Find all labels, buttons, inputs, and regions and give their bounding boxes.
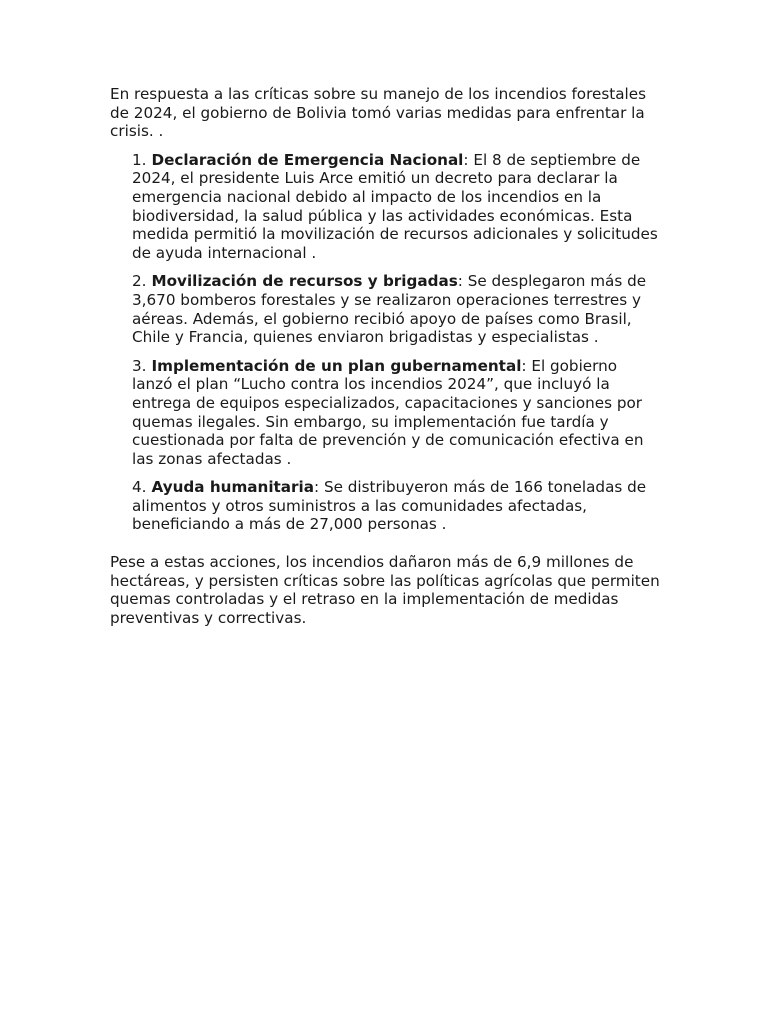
list-text: : Se distribuyeron más de 166 toneladas de alimentos y otros suministros a las comunidades afectadas, beneficiando a más de 27,000 personas .: [132, 478, 647, 534]
list-item: [132, 272, 662, 346]
list-item: [132, 357, 662, 469]
closing-paragraph: Pese a estas acciones, los incendios dañaron más de 6,9 millones de hectáreas, y persisten críticas sobre las políticas agrícolas que permiten quemas controladas y el retraso en la implementación de medidas preventivas y correctivas.: [110, 553, 660, 627]
measures-list: [110, 151, 662, 534]
list-term: Implementación de un plan gubernamental: [151, 356, 522, 375]
list-number: 1.: [132, 150, 147, 169]
list-text: : El 8 de septiembre de 2024, el presidente Luis Arce emitió un decreto para declarar la emergencia nacional debido al impacto de los incendios en la biodiversidad, la salud pública y las actividades económicas. Esta medida permitió la movilización de recursos adicionales y solicitudes de ayuda internacional .: [132, 150, 658, 262]
list-item: [132, 151, 662, 263]
list-number: 3.: [132, 356, 147, 375]
intro-paragraph: En respuesta a las críticas sobre su manejo de los incendios forestales de 2024, el gobierno de Bolivia tomó varias medidas para enfrentar la crisis. .: [110, 85, 646, 141]
list-term: Movilización de recursos y brigadas: [151, 272, 458, 291]
list-text: : El gobierno lanzó el plan “Lucho contra los incendios 2024”, que incluyó la entrega de equipos especializados, capacitaciones y sanciones por quemas ilegales. Sin embargo, su implementación fue tardía y cuestionada por falta de prevención y de comunicación efectiva en las zonas afectadas .: [132, 356, 644, 468]
list-term: Ayuda humanitaria: [151, 478, 315, 497]
list-number: 2.: [132, 272, 147, 291]
list-text: : Se desplegaron más de 3,670 bomberos forestales y se realizaron operaciones terrestres y aéreas. Además, el gobierno recibió apoyo de países como Brasil, Chile y Francia, quienes enviaron brigadistas y especialistas .: [132, 272, 647, 347]
list-term: Declaración de Emergencia Nacional: [151, 150, 464, 169]
list-item: [132, 478, 662, 534]
list-number: 4.: [132, 478, 147, 497]
document-page: [110, 85, 662, 627]
